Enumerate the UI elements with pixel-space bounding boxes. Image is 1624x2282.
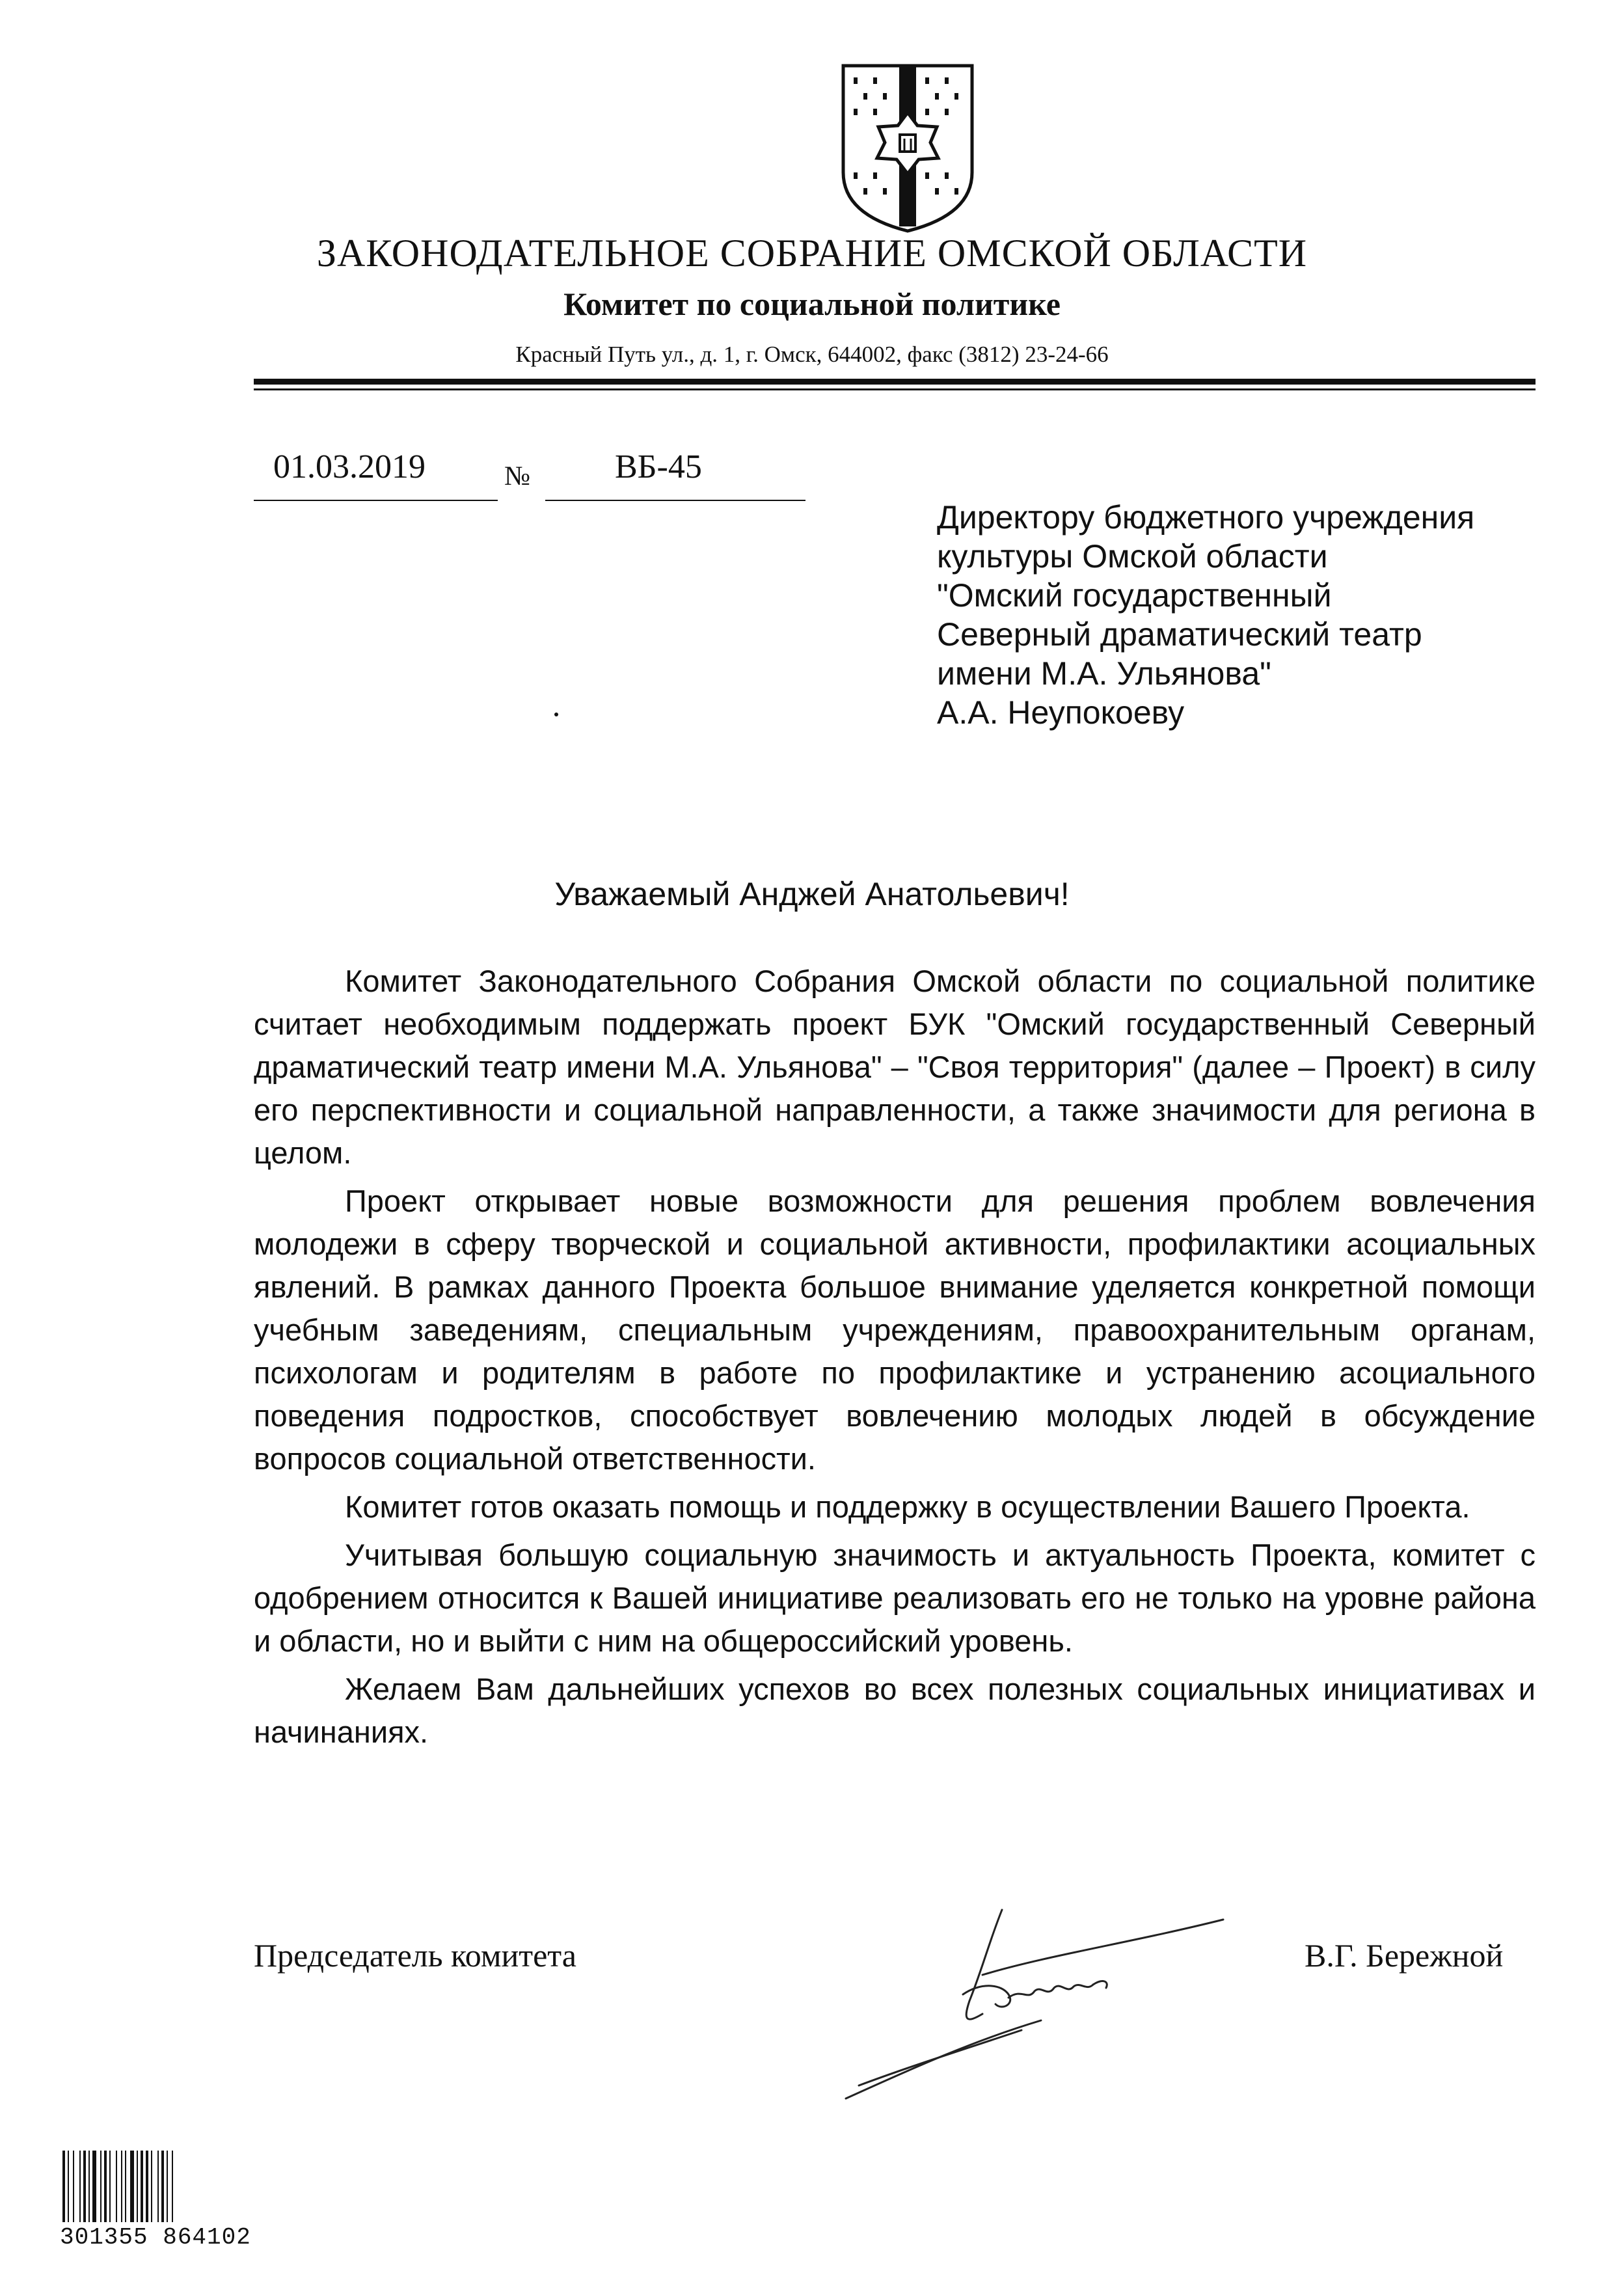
barcode [60,2151,281,2225]
signer-position: Председатель комитета [254,1937,576,1974]
addressee-line: Директору бюджетного учреждения [937,499,1475,536]
body-paragraph: Комитет Законодательного Собрания Омской области по социальной политике считает необходимым поддержать проект БУК "Омский государственный Северный драматический театр имени М.А. Ульянова" – "Своя территория" (далее – Проект) в силу его перспективности и социальной направленности, а также значимости для региона в целом. [254,964,1536,1170]
handwritten-signature [768,1890,1249,2105]
committee-name: Комитет по социальной политике [563,286,1061,322]
address-line: Красный Путь ул., д. 1, г. Омск, 644002, факс (3812) 23-24-66 [515,342,1109,367]
addressee-line: Северный драматический театр [937,616,1422,653]
body-paragraph: Желаем Вам дальнейших успехов во всех полезных социальных инициативах и начинаниях. [254,1672,1536,1749]
body-paragraph: Комитет готов оказать помощь и поддержку в осуществлении Вашего Проекта. [345,1489,1470,1524]
body-paragraph: Учитывая большую социальную значимость и актуальность Проекта, комитет с одобрением относится к Вашей инициативе реализовать его не только на уровне района и области, но и выйти с ним на общероссийский уровень. [254,1538,1536,1658]
document-date: 01.03.2019 [273,448,426,485]
addressee-line: "Омский государственный [937,577,1332,614]
letter-body [254,960,1536,1759]
scan-speck [554,713,558,716]
addressee-line: культуры Омской области [937,538,1328,575]
addressee-line: А.А. Неупокоеву [937,694,1185,731]
organization-title: ЗАКОНОДАТЕЛЬНОЕ СОБРАНИЕ ОМСКОЙ ОБЛАСТИ [316,232,1308,275]
barcode-number: 301355 864102 [60,2224,251,2251]
coat-of-arms-emblem [839,62,976,234]
addressee-line: имени М.А. Ульянова" [937,655,1271,692]
addressee-block [937,498,1474,732]
salutation: Уважаемый Анджей Анатольевич! [554,876,1070,912]
number-sign: № [504,461,531,491]
header-rule-thin [254,388,1536,390]
body-paragraph: Проект открывает новые возможности для решения проблем вовлечения молодежи в сферу творческой и социальной активности, профилактики асоциальных явлений. В рамках данного Проекта большое внимание уделяется конкретной помощи учебным заведениям, специальным учреждениям, правоохранительным органам, психологам и родителям в работе по профилактике и устранению асоциального поведения подростков, способствует вовлечению молодых людей в обсуждение вопросов социальной ответственности. [254,1184,1536,1476]
header-rule-thick [254,379,1536,385]
document-number: ВБ-45 [615,448,702,485]
signer-name: В.Г. Бережной [1305,1937,1504,1974]
